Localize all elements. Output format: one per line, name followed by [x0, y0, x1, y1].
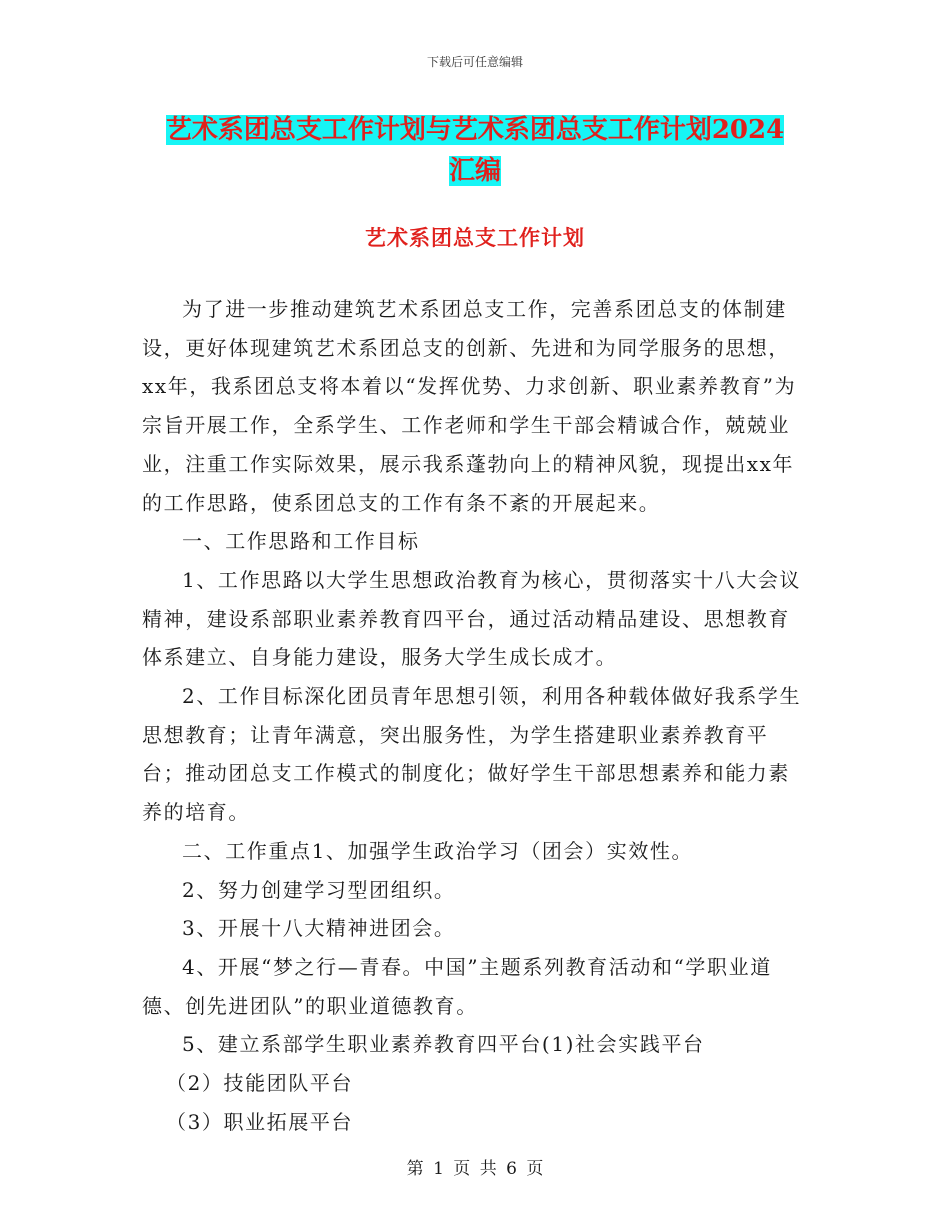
header-note: 下载后可任意编辑: [426, 55, 523, 69]
paragraph-item: 3、开展十八大精神进团会。: [182, 916, 456, 941]
section-title: 艺术系团总支工作计划: [365, 225, 585, 250]
document-body: [142, 290, 808, 1141]
paragraph-sub-item: （3）职业拓展平台: [166, 1109, 354, 1134]
paragraph-item: 2、工作目标深化团员青年思想引领，利用各种载体做好我系学生思想教育；让青年满意，突出服务性，为学生搭建职业素养教育平台；推动团总支工作模式的制度化；做好学生干部思想素养和能力素养的培育。: [142, 684, 802, 825]
paragraph-sub-item: （2）技能团队平台: [166, 1071, 354, 1096]
paragraph-item: 2、努力创建学习型团组织。: [182, 877, 456, 902]
document-title: [150, 110, 800, 192]
document-title-line-1: 艺术系团总支工作计划与艺术系团总支工作计划2024: [165, 115, 785, 145]
page-footer: 第 1 页 共 6 页: [406, 1159, 544, 1179]
paragraph-heading-2: 二、工作重点1、加强学生政治学习（团会）实效性。: [182, 838, 694, 863]
paragraph-item: 4、开展“梦之行—青春。中国”主题系列教育活动和“学职业道德、创先进团队”的职业道德教育。: [142, 954, 772, 1018]
paragraph-intro: 为了进一步推动建筑艺术系团总支工作，完善系团总支的体制建设，更好体现建筑艺术系团总支的创新、先进和为同学服务的思想，xx年，我系团总支将本着以“发挥优势、力求创新、职业素养教育”为宗旨开展工作，全系学生、工作老师和学生干部会精诚合作，兢兢业业，注重工作实际效果，展示我系蓬勃向上的精神风貌，现提出xx年的工作思路，使系团总支的工作有条不紊的开展起来。: [142, 297, 797, 515]
document-title-line-2: 汇编: [448, 156, 501, 186]
paragraph-item: 5、建立系部学生职业素养教育四平台(1)社会实践平台: [182, 1032, 705, 1057]
paragraph-item: 1、工作思路以大学生思想政治教育为核心，贯彻落实十八大会议精神，建设系部职业素养教育四平台，通过活动精品建设、思想教育体系建立、自身能力建设，服务大学生成长成才。: [142, 567, 802, 670]
paragraph-heading-1: 一、工作思路和工作目标: [182, 529, 420, 554]
